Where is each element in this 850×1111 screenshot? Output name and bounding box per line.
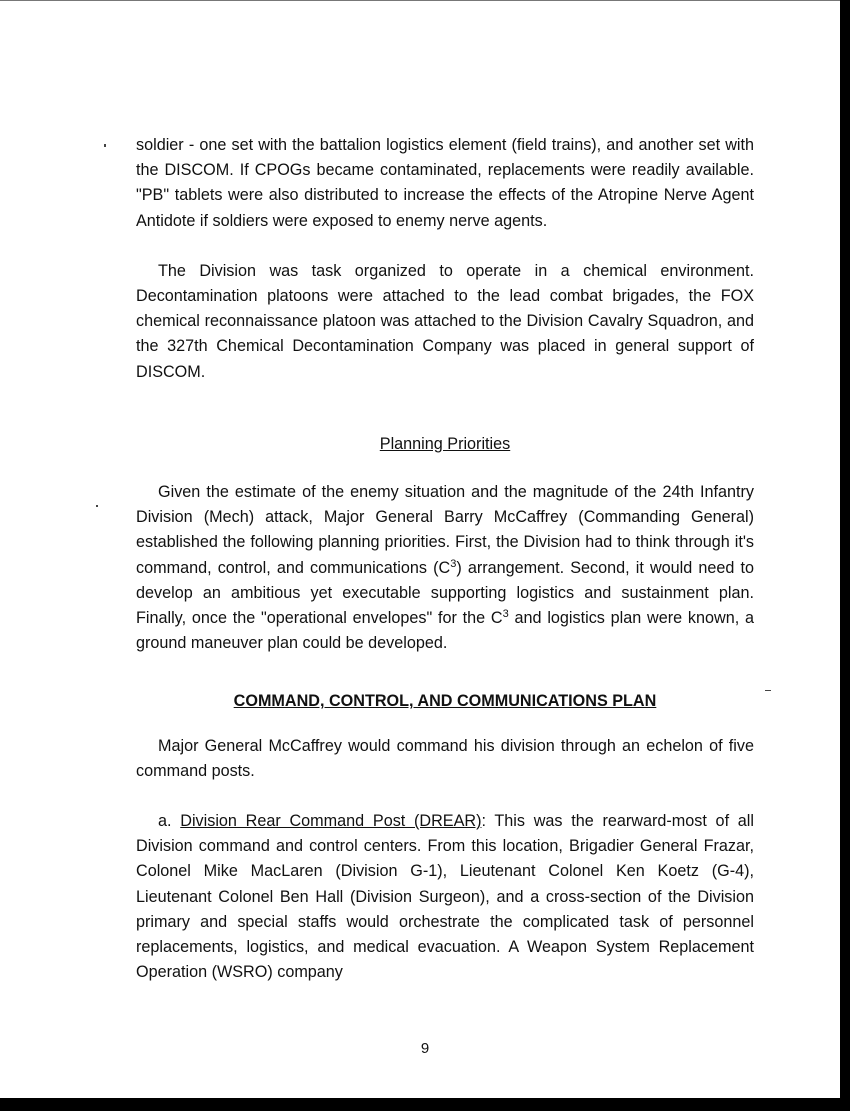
scan-border-right <box>840 0 850 1111</box>
scan-speck <box>96 505 98 507</box>
p3-text-2: ) arrangement. Second, it would need to develop an ambitious yet executable supporting logistics and sustainment plan. Finally, once the "operational envelopes" for the C <box>136 558 754 628</box>
term-drear: Division Rear Command Post (DREAR) <box>180 812 482 831</box>
section-heading-c3-plan: COMMAND, CONTROL, AND COMMUNICATIONS PLAN <box>233 692 657 711</box>
page-top-edge <box>0 0 840 1</box>
page-number: 9 <box>420 1040 430 1057</box>
superscript-3: 3 <box>502 608 509 621</box>
paragraph-drear <box>136 809 754 985</box>
paragraph-task-organization: The Division was task organized to operate in a chemical environment. Decontamination platoons were attached to the lead combat brigades, the FOX chemical reconnaissance platoon was attached to the Division Cavalry Squadron, and the 327th Chemical Decontamination Company was placed in general support of DISCOM. <box>136 261 754 381</box>
paragraph-command-posts: Major General McCaffrey would command his division through an echelon of five command posts. <box>136 736 754 780</box>
p3-text-1: Given the estimate of the enemy situation and the magnitude of the 24th Infantry Division (Mech) attack, Major General Barry McCaffrey (Commanding General) established the following planning priorities. First, the Division had to think through it's command, control, and communications (C <box>136 483 754 577</box>
paragraph-planning-priorities <box>136 480 754 656</box>
term-colon: : <box>481 812 486 831</box>
scan-speck <box>765 690 771 691</box>
superscript-3: 3 <box>450 557 457 570</box>
paragraph-cpog: soldier - one set with the battalion logistics element (field trains), and another set with the DISCOM. If CPOGs became contaminated, replacements were readily available. "PB" tablets were also distributed to increase the effects of the Atropine Nerve Agent Antidote if soldiers were exposed to enemy nerve agents. <box>136 136 754 230</box>
drear-description: This was the rearward-most of all Division command and control centers. From this location, Brigadier General Frazar, Colonel Mike MacLaren (Division G-1), Lieutenant Colonel Ken Koetz (G-4), Lieutenant Colonel Ben Hall (Division Surgeon), and a cross-section of the Division primary and special staffs would orchestrate the complicated task of personnel replacements, logistics, and medical evacuation. A Weapon System Replacement Operation (WSRO) company <box>136 812 754 982</box>
item-label: a. <box>158 812 172 831</box>
scan-speck <box>104 144 106 147</box>
p3-text-3: and logistics plan were known, a ground maneuver plan could be developed. <box>136 609 754 653</box>
page-body <box>136 133 754 985</box>
subheading-planning-priorities: Planning Priorities <box>379 434 511 453</box>
scan-border-bottom <box>0 1098 850 1111</box>
